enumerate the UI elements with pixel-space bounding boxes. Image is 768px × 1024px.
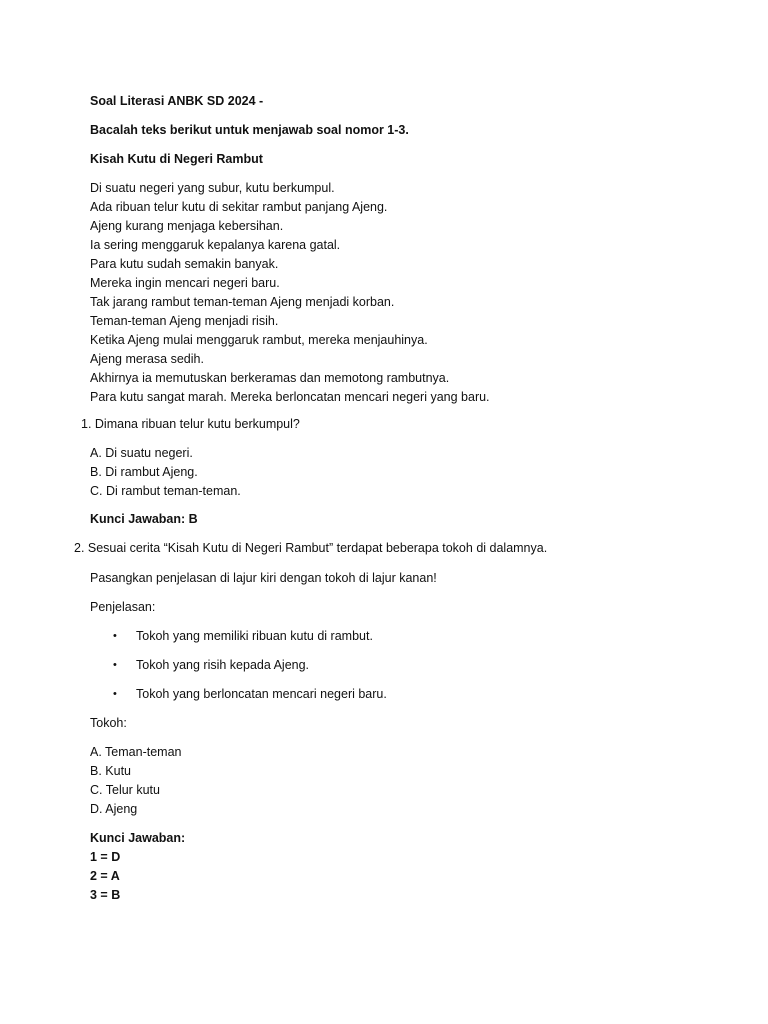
characters-list xyxy=(90,743,181,819)
explanation-item: Tokoh yang memiliki ribuan kutu di rambut. xyxy=(136,629,373,643)
answer-pair: 2 = A xyxy=(90,869,120,883)
document-title: Soal Literasi ANBK SD 2024 - xyxy=(90,94,264,108)
character-a: A. Teman-teman xyxy=(90,745,182,759)
story-line: Teman-teman Ajeng menjadi risih. xyxy=(90,314,279,328)
explanations-label: Penjelasan: xyxy=(90,600,156,614)
story-text xyxy=(90,179,490,407)
question-1-text: 1. Dimana ribuan telur kutu berkumpul? xyxy=(81,417,300,431)
bullet-icon: • xyxy=(113,630,117,642)
story-line: Mereka ingin mencari negeri baru. xyxy=(90,276,280,290)
story-line: Di suatu negeri yang subur, kutu berkumpul. xyxy=(90,181,335,195)
characters-label: Tokoh: xyxy=(90,716,127,730)
answer-pair: 1 = D xyxy=(90,850,121,864)
question-2-text: 2. Sesuai cerita “Kisah Kutu di Negeri Rambut” terdapat beberapa tokoh di dalamnya. xyxy=(74,541,548,555)
story-line: Para kutu sudah semakin banyak. xyxy=(90,257,279,271)
explanation-item: Tokoh yang risih kepada Ajeng. xyxy=(136,658,310,672)
option-b: B. Di rambut Ajeng. xyxy=(90,465,198,479)
story-line: Ia sering menggaruk kepalanya karena gatal. xyxy=(90,238,341,252)
option-a: A. Di suatu negeri. xyxy=(90,446,193,460)
story-line: Ada ribuan telur kutu di sekitar rambut panjang Ajeng. xyxy=(90,200,388,214)
story-line: Ajeng merasa sedih. xyxy=(90,352,204,366)
answer-pair: 3 = B xyxy=(90,888,121,902)
option-c: C. Di rambut teman-teman. xyxy=(90,484,241,498)
story-line: Para kutu sangat marah. Mereka berloncatan mencari negeri yang baru. xyxy=(90,390,490,404)
question-2-answer-key xyxy=(90,829,185,905)
story-line: Ketika Ajeng mulai menggaruk rambut, mereka menjauhinya. xyxy=(90,333,428,347)
reading-instruction: Bacalah teks berikut untuk menjawab soal nomor 1-3. xyxy=(90,123,409,137)
character-d: D. Ajeng xyxy=(90,802,138,816)
character-b: B. Kutu xyxy=(90,764,131,778)
story-line: Tak jarang rambut teman-teman Ajeng menjadi korban. xyxy=(90,295,395,309)
bullet-icon: • xyxy=(113,688,117,700)
bullet-icon: • xyxy=(113,659,117,671)
character-c: C. Telur kutu xyxy=(90,783,160,797)
story-line: Ajeng kurang menjaga kebersihan. xyxy=(90,219,284,233)
story-title: Kisah Kutu di Negeri Rambut xyxy=(90,152,263,166)
story-line: Akhirnya ia memutuskan berkeramas dan memotong rambutnya. xyxy=(90,371,450,385)
question-2-instruction: Pasangkan penjelasan di lajur kiri dengan tokoh di lajur kanan! xyxy=(90,571,437,585)
question-1-options xyxy=(90,444,241,501)
explanation-item: Tokoh yang berloncatan mencari negeri baru. xyxy=(136,687,387,701)
question-1-answer: Kunci Jawaban: B xyxy=(90,512,198,526)
answer-key-label: Kunci Jawaban: xyxy=(90,831,186,845)
